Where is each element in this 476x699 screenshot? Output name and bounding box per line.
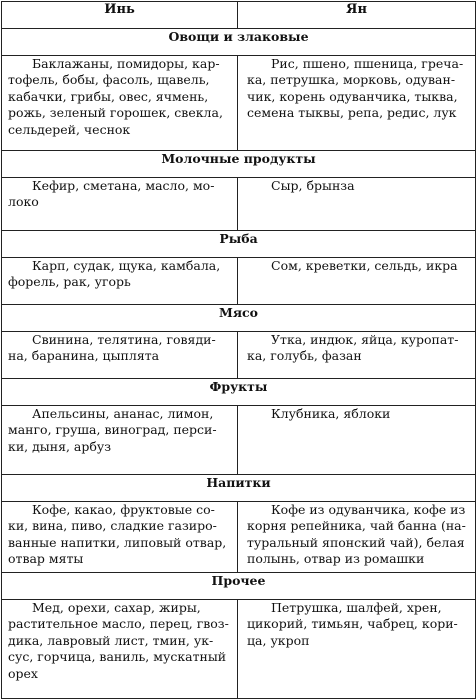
- yang-foods-line: полынь, отвар из ромашки: [247, 551, 425, 567]
- section-header-row: [2, 231, 476, 258]
- yin-foods-line: ки, дыня, арбуз: [8, 438, 112, 454]
- yang-column-header: Ян: [238, 2, 476, 29]
- yin-foods-cell: [2, 56, 238, 151]
- yang-foods-line: ка, петрушка, морковь, одуван-: [247, 72, 456, 88]
- yang-foods-cell: [238, 178, 476, 231]
- yang-foods-cell: [238, 502, 476, 573]
- yang-foods-line: Петрушка, шалфей, хрен,: [271, 600, 442, 615]
- yang-foods-cell: [238, 600, 476, 699]
- section-data-row: [2, 332, 476, 379]
- yin-foods-cell: [2, 178, 238, 231]
- yang-foods-line: Сыр, брынза: [271, 178, 355, 193]
- yin-foods-line: Кофе, какао, фруктовые со-: [32, 502, 215, 517]
- section-header-row: [2, 29, 476, 56]
- section-header-row: [2, 475, 476, 502]
- section-header-row: [2, 573, 476, 600]
- yin-foods-line: сус, горчица, ваниль, мускатный: [8, 649, 227, 665]
- yin-foods-cell: [2, 406, 238, 475]
- yin-foods-line: Карп, судак, щука, камбала,: [32, 258, 221, 273]
- yin-foods-line: растительное масло, перец, гвоз-: [8, 616, 229, 632]
- yin-foods-line: ки, вина, пиво, сладкие газиро-: [8, 518, 217, 534]
- yang-foods-line: Клубника, яблоки: [271, 406, 391, 421]
- section-data-row: [2, 600, 476, 699]
- yin-foods-line: Кефир, сметана, масло, мо-: [32, 178, 215, 193]
- yang-foods-line: ка, голубь, фазан: [247, 348, 362, 364]
- yang-foods-line: чик, корень одуванчика, тыква,: [247, 88, 458, 104]
- yin-foods-line: манго, груша, виноград, перси-: [8, 422, 217, 438]
- yang-foods-line: цикорий, тимьян, чабрец, кори-: [247, 616, 458, 632]
- yin-foods-line: сельдерей, чеснок: [8, 121, 131, 137]
- section-title: Овощи и злаковые: [2, 29, 476, 56]
- yin-foods-line: локо: [8, 194, 39, 210]
- section-title: Мясо: [2, 305, 476, 332]
- yang-foods-line: семена тыквы, репа, редис, лук: [247, 105, 457, 121]
- section-title: Молочные продукты: [2, 151, 476, 178]
- yin-foods-line: форель, рак, угорь: [8, 274, 131, 290]
- yin-foods-line: орех: [8, 665, 38, 681]
- section-data-row: [2, 56, 476, 151]
- section-header-row: [2, 305, 476, 332]
- table-header-row: [2, 2, 476, 29]
- yang-foods-line: Кофе из одуванчика, кофе из: [271, 502, 466, 517]
- yang-foods-cell: [238, 56, 476, 151]
- yin-foods-line: Апельсины, ананас, лимон,: [32, 406, 214, 421]
- yang-foods-line: Сом, креветки, сельдь, икра: [271, 258, 458, 273]
- yin-foods-line: кабачки, грибы, овес, ячмень,: [8, 88, 209, 104]
- yin-foods-cell: [2, 332, 238, 379]
- section-data-row: [2, 502, 476, 573]
- yang-foods-cell: [238, 258, 476, 305]
- section-data-row: [2, 178, 476, 231]
- section-title: Рыба: [2, 231, 476, 258]
- yin-foods-line: отвар мяты: [8, 551, 84, 567]
- yin-foods-line: рожь, зеленый горошек, свекла,: [8, 105, 223, 121]
- section-title: Фрукты: [2, 379, 476, 406]
- section-title: Напитки: [2, 475, 476, 502]
- yang-foods-line: Рис, пшено, пшеница, греча-: [271, 56, 464, 71]
- section-header-row: [2, 151, 476, 178]
- yang-foods-line: ца, укроп: [247, 632, 310, 648]
- table-body: [2, 29, 476, 699]
- section-title: Прочее: [2, 573, 476, 600]
- yin-column-header: Инь: [2, 2, 238, 29]
- yin-foods-line: Мед, орехи, сахар, жиры,: [32, 600, 201, 615]
- section-data-row: [2, 406, 476, 475]
- yang-foods-line: корня репейника, чай банна (на-: [247, 518, 466, 534]
- yin-foods-line: ванные напитки, липовый отвар,: [8, 534, 227, 550]
- yin-foods-cell: [2, 502, 238, 573]
- yin-foods-line: Баклажаны, помидоры, кар-: [32, 56, 220, 71]
- yin-foods-line: на, баранина, цыплята: [8, 348, 160, 364]
- yin-foods-line: Свинина, телятина, говяди-: [32, 332, 216, 347]
- yin-foods-cell: [2, 600, 238, 699]
- yang-foods-line: туральный японский чай), белая: [247, 534, 465, 550]
- section-header-row: [2, 379, 476, 406]
- yang-foods-cell: [238, 406, 476, 475]
- yin-yang-food-table: [1, 1, 476, 699]
- yin-foods-line: тофель, бобы, фасоль, щавель,: [8, 72, 210, 88]
- yin-foods-cell: [2, 258, 238, 305]
- section-data-row: [2, 258, 476, 305]
- yang-foods-line: Утка, индюк, яйца, куропат-: [271, 332, 459, 347]
- yang-foods-cell: [238, 332, 476, 379]
- yin-foods-line: дика, лавровый лист, тмин, ук-: [8, 632, 214, 648]
